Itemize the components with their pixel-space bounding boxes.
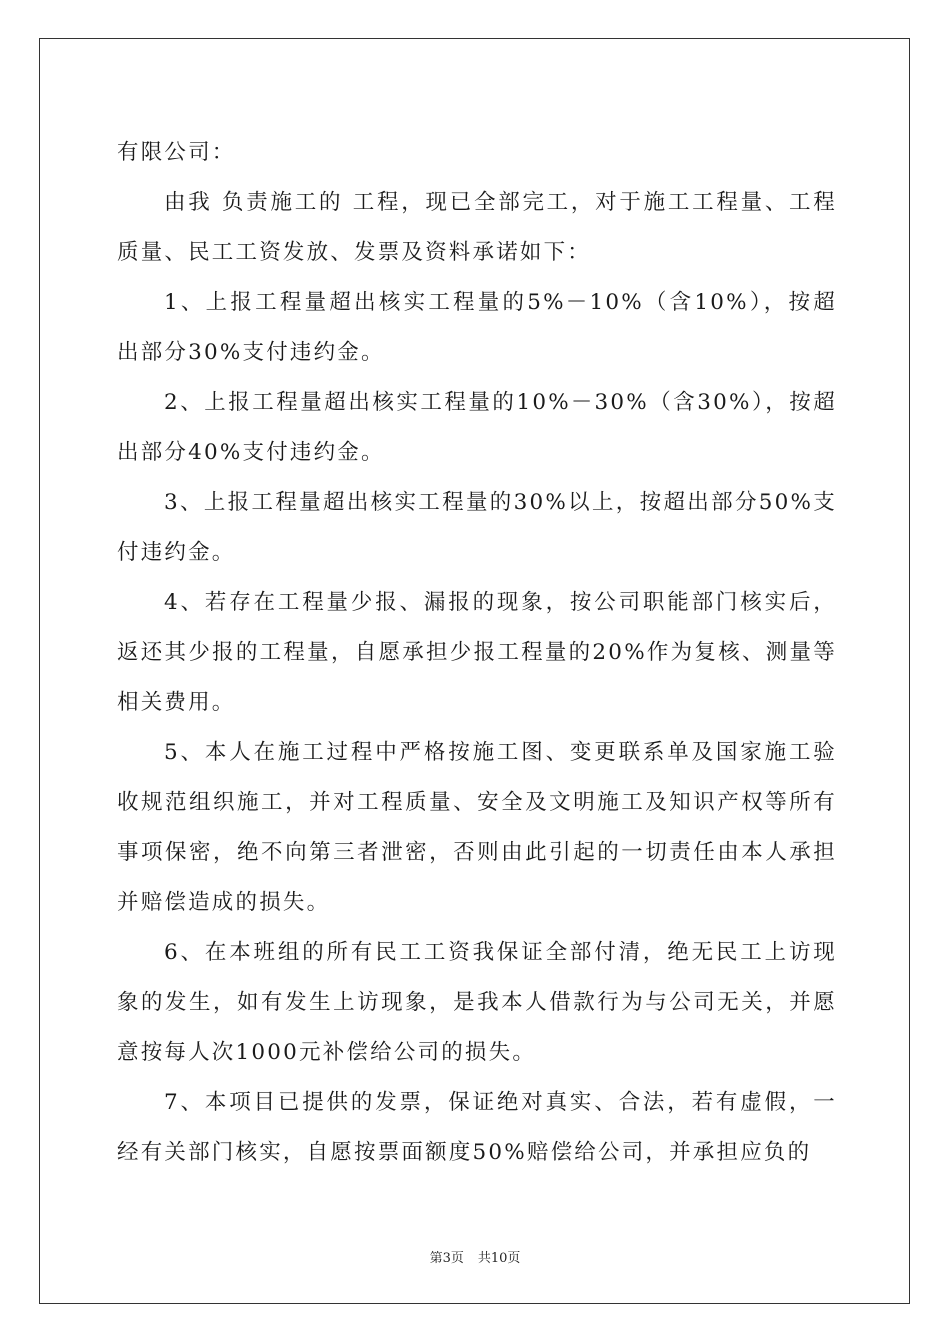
paragraph-item-4: 4、若存在工程量少报、漏报的现象，按公司职能部门核实后，返还其少报的工程量，自愿承担少报工程量的20%作为复核、测量等相关费用。: [117, 590, 837, 715]
paragraph-item-2: 2、上报工程量超出核实工程量的10%－30%（含30%），按超出部分40%支付违约金。: [117, 390, 837, 465]
page-footer: [0, 1247, 950, 1266]
document-body: [117, 128, 837, 1178]
salutation: 有限公司：: [117, 140, 236, 165]
paragraph-item-1: 1、上报工程量超出核实工程量的5%－10%（含10%），按超出部分30%支付违约金。: [117, 290, 837, 365]
paragraph-item-3: 3、上报工程量超出核实工程量的30%以上，按超出部分50%支付违约金。: [117, 490, 837, 565]
paragraph-intro: 由我 负责施工的 工程，现已全部完工，对于施工工程量、工程质量、民工工资发放、发票及资料承诺如下：: [117, 190, 837, 265]
paragraph-item-6: 6、在本班组的所有民工工资我保证全部付清，绝无民工上访现象的发生，如有发生上访现象，是我本人借款行为与公司无关，并愿意按每人次1000元补偿给公司的损失。: [117, 940, 837, 1065]
paragraph-item-7: 7、本项目已提供的发票，保证绝对真实、合法，若有虚假，一经有关部门核实，自愿按票面额度50%赔偿给公司，并承担应负的: [117, 1090, 837, 1165]
total-pages: 共10页: [477, 1251, 521, 1266]
page-number: 第3页: [429, 1251, 464, 1266]
paragraph-item-5: 5、本人在施工过程中严格按施工图、变更联系单及国家施工验收规范组织施工，并对工程质量、安全及文明施工及知识产权等所有事项保密，绝不向第三者泄密，否则由此引起的一切责任由本人承担并赔偿造成的损失。: [117, 740, 837, 915]
